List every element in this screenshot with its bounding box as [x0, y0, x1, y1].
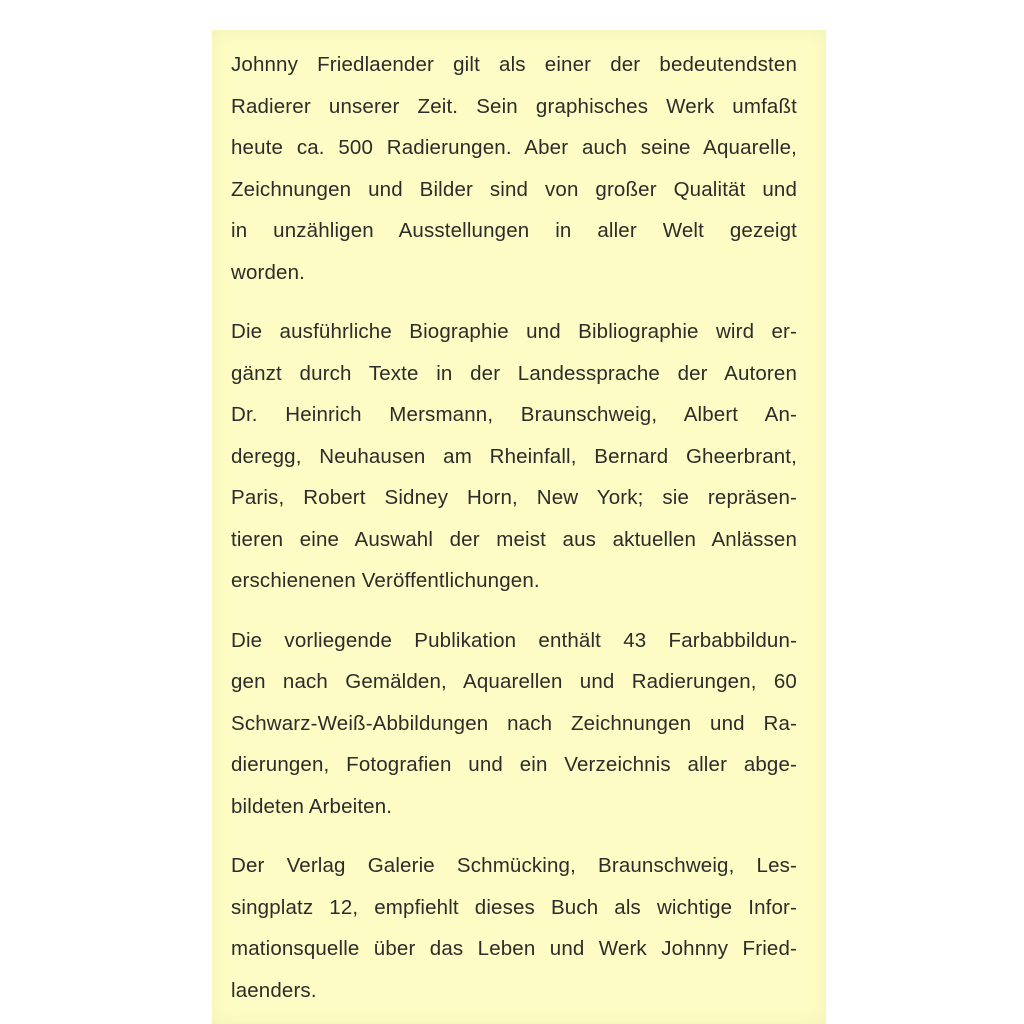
- text-line: Die ausführliche Biographie und Bibliographie wird er-: [231, 320, 797, 343]
- text-line: in unzähligen Ausstellungen in aller Welt gezeigt: [231, 219, 797, 242]
- text-line: bildeten Arbeiten.: [231, 794, 393, 818]
- text-line: heute ca. 500 Radierungen. Aber auch seine Aquarelle,: [231, 136, 797, 159]
- text-line: Schwarz-Weiß-Abbildungen nach Zeichnungen und Ra-: [231, 711, 797, 735]
- text-line: mationsquelle über das Leben und Werk Johnny Fried-: [231, 937, 797, 960]
- text-line: Radierer unserer Zeit. Sein graphisches Werk umfaßt: [231, 94, 797, 118]
- paragraph-1: [231, 44, 797, 293]
- body-text: [231, 44, 797, 1011]
- text-line: Zeichnungen und Bilder sind von großer Qualität und: [231, 177, 797, 201]
- paragraph-2: [231, 311, 797, 602]
- text-line: worden.: [231, 260, 305, 284]
- paragraph-3: [231, 620, 797, 828]
- text-line: Die vorliegende Publikation enthält 43 Farbabbildun-: [231, 628, 797, 652]
- text-line: laenders.: [231, 978, 317, 1002]
- text-line: Dr. Heinrich Mersmann, Braunschweig, Albert An-: [231, 403, 797, 426]
- text-line: tieren eine Auswahl der meist aus aktuellen Anlässen: [231, 527, 797, 551]
- text-line: Paris, Robert Sidney Horn, New York; sie repräsen-: [231, 486, 797, 509]
- text-line: gen nach Gemälden, Aquarellen und Radierungen, 60: [231, 670, 797, 693]
- text-line: Der Verlag Galerie Schmücking, Braunschweig, Les-: [231, 854, 797, 877]
- text-line: erschienenen Veröffentlichungen.: [231, 569, 540, 592]
- text-line: Johnny Friedlaender gilt als einer der bedeutendsten: [231, 53, 797, 76]
- paragraph-4: [231, 845, 797, 1011]
- text-line: singplatz 12, empfiehlt dieses Buch als wichtige Infor-: [231, 895, 797, 919]
- text-line: deregg, Neuhausen am Rheinfall, Bernard Gheerbrant,: [231, 444, 797, 468]
- text-line: dierungen, Fotografien und ein Verzeichnis aller abge-: [231, 753, 797, 776]
- text-line: gänzt durch Texte in der Landessprache der Autoren: [231, 361, 797, 385]
